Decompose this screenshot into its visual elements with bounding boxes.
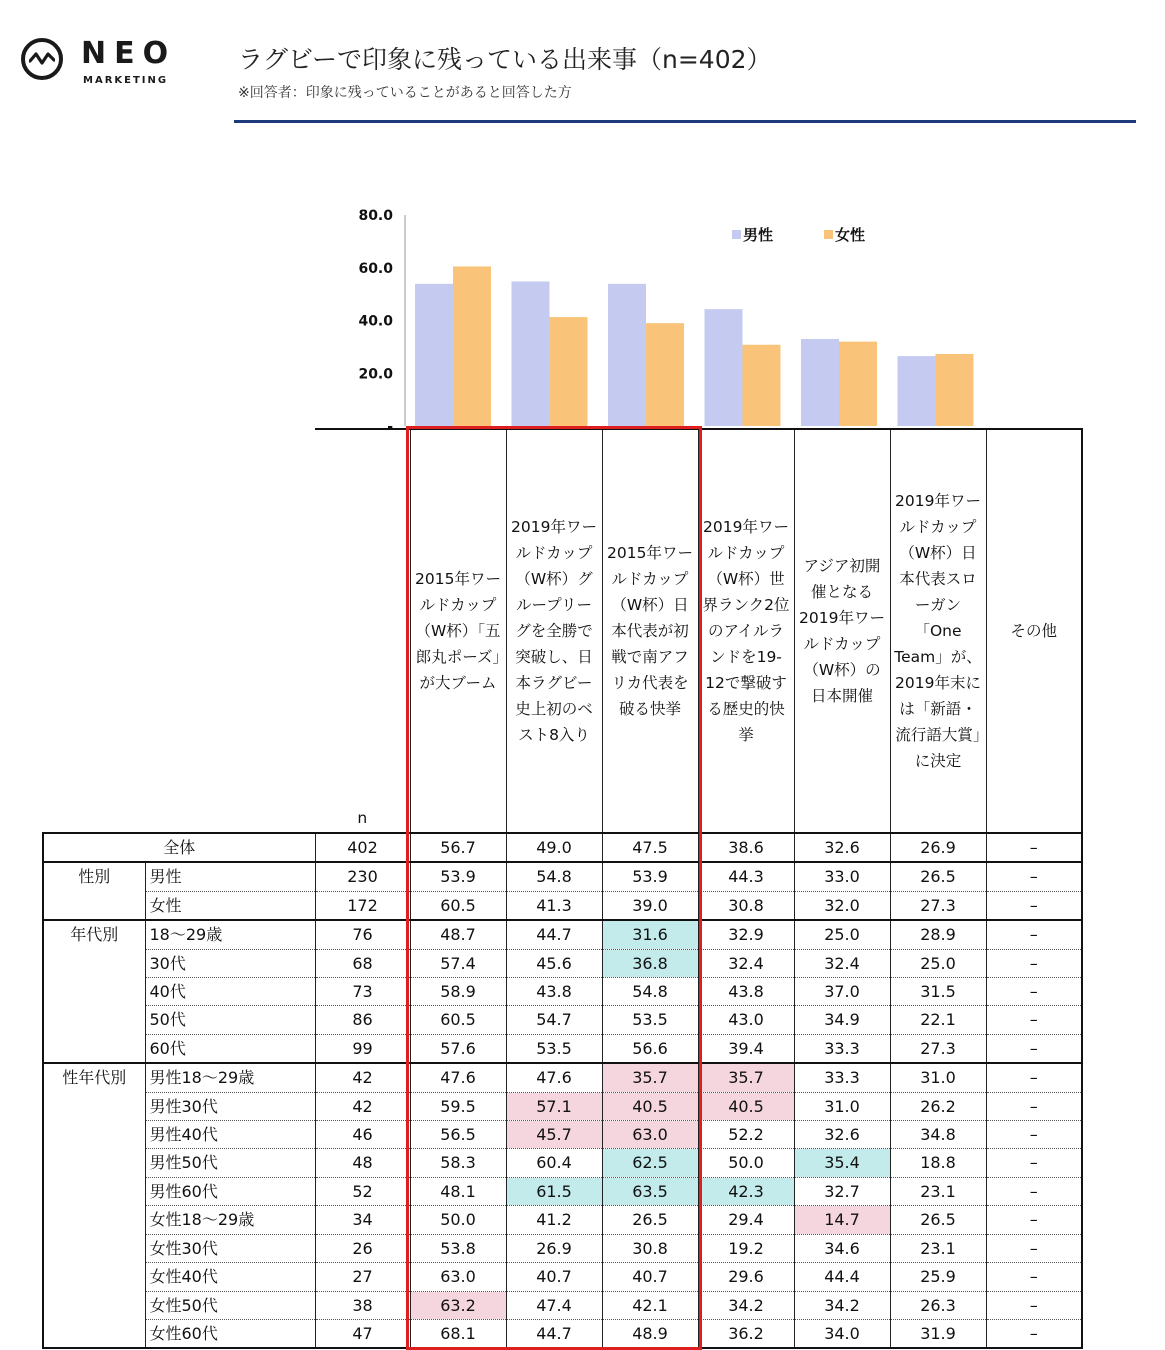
value-cell: 61.5 bbox=[506, 1177, 602, 1205]
neo-marketing-logo bbox=[21, 36, 181, 96]
results-table bbox=[42, 428, 1083, 1349]
value-cell: 45.6 bbox=[506, 949, 602, 977]
value-cell: 31.9 bbox=[890, 1319, 986, 1348]
value-cell: 34.0 bbox=[794, 1319, 890, 1348]
value-cell: – bbox=[986, 891, 1082, 920]
bar-female bbox=[936, 354, 974, 426]
value-cell: 33.3 bbox=[794, 1063, 890, 1092]
value-cell: 63.0 bbox=[602, 1121, 698, 1149]
value-cell: 68.1 bbox=[410, 1319, 506, 1348]
value-cell: 32.6 bbox=[794, 1121, 890, 1149]
table-row bbox=[43, 949, 1082, 977]
n-value: 402 bbox=[315, 833, 410, 862]
value-cell: – bbox=[986, 1063, 1082, 1092]
table-row bbox=[43, 1006, 1082, 1034]
value-cell: 23.1 bbox=[890, 1177, 986, 1205]
value-cell: 44.7 bbox=[506, 1319, 602, 1348]
value-cell: 57.6 bbox=[410, 1034, 506, 1063]
table-row bbox=[43, 891, 1082, 920]
logo-wordmark: NEO bbox=[81, 36, 177, 71]
y-tick-label: 60.0 bbox=[358, 260, 393, 277]
value-cell: – bbox=[986, 1206, 1082, 1234]
value-cell: 36.8 bbox=[602, 949, 698, 977]
value-cell: 26.5 bbox=[890, 862, 986, 891]
value-cell: 26.9 bbox=[506, 1234, 602, 1262]
table-row bbox=[43, 1092, 1082, 1120]
table-row bbox=[43, 920, 1082, 949]
bar-male bbox=[415, 284, 453, 426]
table-row bbox=[43, 1063, 1082, 1092]
value-cell: 31.5 bbox=[890, 978, 986, 1006]
value-cell: – bbox=[986, 1034, 1082, 1063]
value-cell: 63.5 bbox=[602, 1177, 698, 1205]
row-label: 女性50代 bbox=[145, 1291, 315, 1319]
y-tick-label: 20.0 bbox=[358, 366, 393, 383]
table-row bbox=[43, 978, 1082, 1006]
value-cell: 32.9 bbox=[698, 920, 794, 949]
value-cell: 40.5 bbox=[698, 1092, 794, 1120]
row-label: 30代 bbox=[145, 949, 315, 977]
column-header: 2019年ワールドカップ（W杯）日本代表スローガン「One Team」が、2019年末には「新語・流行語大賞」に決定 bbox=[890, 429, 986, 833]
value-cell: 36.2 bbox=[698, 1319, 794, 1348]
value-cell: – bbox=[986, 978, 1082, 1006]
value-cell: 47.6 bbox=[506, 1063, 602, 1092]
row-label: 男性60代 bbox=[145, 1177, 315, 1205]
value-cell: 53.5 bbox=[602, 1006, 698, 1034]
legend-label: 男性 bbox=[743, 226, 774, 244]
row-label: 男性30代 bbox=[145, 1092, 315, 1120]
bar-male bbox=[801, 339, 839, 426]
value-cell: 26.5 bbox=[890, 1206, 986, 1234]
n-value: 27 bbox=[315, 1263, 410, 1291]
value-cell: 63.0 bbox=[410, 1263, 506, 1291]
page-title: ラグビーで印象に残っている出来事（n=402） bbox=[238, 45, 772, 74]
n-value: 230 bbox=[315, 862, 410, 891]
value-cell: – bbox=[986, 1006, 1082, 1034]
table-row bbox=[43, 1291, 1082, 1319]
value-cell: 48.1 bbox=[410, 1177, 506, 1205]
bar-male bbox=[705, 309, 743, 426]
bar-female bbox=[453, 266, 491, 426]
bar-chart bbox=[340, 200, 1085, 432]
value-cell: 22.1 bbox=[890, 1006, 986, 1034]
bar-male bbox=[608, 284, 646, 426]
header-rule bbox=[234, 120, 1136, 123]
value-cell: 43.8 bbox=[506, 978, 602, 1006]
value-cell: 32.7 bbox=[794, 1177, 890, 1205]
value-cell: 52.2 bbox=[698, 1121, 794, 1149]
group-label: 年代別 bbox=[43, 920, 145, 1063]
n-value: 47 bbox=[315, 1319, 410, 1348]
value-cell: – bbox=[986, 1177, 1082, 1205]
n-value: 46 bbox=[315, 1121, 410, 1149]
n-value: 172 bbox=[315, 891, 410, 920]
value-cell: – bbox=[986, 1092, 1082, 1120]
value-cell: – bbox=[986, 1319, 1082, 1348]
group-label: 性年代別 bbox=[43, 1063, 145, 1348]
n-value: 99 bbox=[315, 1034, 410, 1063]
value-cell: 31.0 bbox=[890, 1063, 986, 1092]
value-cell: 26.5 bbox=[602, 1206, 698, 1234]
value-cell: 32.0 bbox=[794, 891, 890, 920]
value-cell: 33.0 bbox=[794, 862, 890, 891]
y-tick-label: 80.0 bbox=[358, 208, 393, 224]
value-cell: 39.0 bbox=[602, 891, 698, 920]
n-value: 86 bbox=[315, 1006, 410, 1034]
n-value: 38 bbox=[315, 1291, 410, 1319]
value-cell: 47.4 bbox=[506, 1291, 602, 1319]
value-cell: 57.4 bbox=[410, 949, 506, 977]
logo-subtext: MARKETING bbox=[83, 75, 169, 86]
value-cell: 41.3 bbox=[506, 891, 602, 920]
value-cell: 58.3 bbox=[410, 1149, 506, 1177]
value-cell: 59.5 bbox=[410, 1092, 506, 1120]
value-cell: 42.1 bbox=[602, 1291, 698, 1319]
value-cell: 47.6 bbox=[410, 1063, 506, 1092]
value-cell: 63.2 bbox=[410, 1291, 506, 1319]
table-row bbox=[43, 862, 1082, 891]
value-cell: 43.0 bbox=[698, 1006, 794, 1034]
value-cell: 34.9 bbox=[794, 1006, 890, 1034]
value-cell: 41.2 bbox=[506, 1206, 602, 1234]
value-cell: 26.9 bbox=[890, 833, 986, 862]
row-label: 40代 bbox=[145, 978, 315, 1006]
table-row bbox=[43, 1121, 1082, 1149]
value-cell: 44.7 bbox=[506, 920, 602, 949]
page-subtitle: ※回答者：印象に残っていることがあると回答した方 bbox=[238, 85, 572, 101]
value-cell: 58.9 bbox=[410, 978, 506, 1006]
value-cell: 31.0 bbox=[794, 1092, 890, 1120]
row-label: 女性30代 bbox=[145, 1234, 315, 1262]
logo-pulse-icon bbox=[21, 38, 63, 80]
header-blank bbox=[43, 429, 315, 833]
value-cell: 26.3 bbox=[890, 1291, 986, 1319]
row-label: 全体 bbox=[43, 833, 315, 862]
column-header: 2015年ワールドカップ（W杯）日本代表が初戦で南アフリカ代表を破る快挙 bbox=[602, 429, 698, 833]
value-cell: 26.2 bbox=[890, 1092, 986, 1120]
value-cell: 33.3 bbox=[794, 1034, 890, 1063]
n-column-header: n bbox=[315, 429, 410, 833]
row-label: 女性 bbox=[145, 891, 315, 920]
n-value: 73 bbox=[315, 978, 410, 1006]
bar-male bbox=[512, 281, 550, 426]
value-cell: 60.4 bbox=[506, 1149, 602, 1177]
column-header: 2015年ワールドカップ（W杯）「五郎丸ポーズ」が大ブーム bbox=[410, 429, 506, 833]
value-cell: 53.9 bbox=[410, 862, 506, 891]
n-value: 48 bbox=[315, 1149, 410, 1177]
n-value: 26 bbox=[315, 1234, 410, 1262]
value-cell: 54.7 bbox=[506, 1006, 602, 1034]
table-row bbox=[43, 1177, 1082, 1205]
n-value: 34 bbox=[315, 1206, 410, 1234]
bar-female bbox=[743, 345, 781, 426]
value-cell: 56.6 bbox=[602, 1034, 698, 1063]
value-cell: 32.4 bbox=[698, 949, 794, 977]
row-label: 女性60代 bbox=[145, 1319, 315, 1348]
value-cell: 30.8 bbox=[602, 1234, 698, 1262]
value-cell: 14.7 bbox=[794, 1206, 890, 1234]
row-label: 18～29歳 bbox=[145, 920, 315, 949]
value-cell: 34.6 bbox=[794, 1234, 890, 1262]
row-label: 男性40代 bbox=[145, 1121, 315, 1149]
value-cell: 44.4 bbox=[794, 1263, 890, 1291]
value-cell: 27.3 bbox=[890, 891, 986, 920]
row-label: 女性40代 bbox=[145, 1263, 315, 1291]
y-tick-label: - bbox=[387, 419, 393, 432]
column-header: その他 bbox=[986, 429, 1082, 833]
value-cell: – bbox=[986, 1149, 1082, 1177]
column-header: 2019年ワールドカップ（W杯）グループリーグを全勝で突破し、日本ラグビー史上初のベスト8入り bbox=[506, 429, 602, 833]
value-cell: 35.7 bbox=[698, 1063, 794, 1092]
row-label: 男性50代 bbox=[145, 1149, 315, 1177]
value-cell: 57.1 bbox=[506, 1092, 602, 1120]
row-label: 男性18～29歳 bbox=[145, 1063, 315, 1092]
value-cell: 34.2 bbox=[794, 1291, 890, 1319]
value-cell: 42.3 bbox=[698, 1177, 794, 1205]
value-cell: 60.5 bbox=[410, 1006, 506, 1034]
row-label: 50代 bbox=[145, 1006, 315, 1034]
value-cell: 54.8 bbox=[602, 978, 698, 1006]
value-cell: 34.8 bbox=[890, 1121, 986, 1149]
value-cell: 54.8 bbox=[506, 862, 602, 891]
header-row bbox=[43, 429, 1082, 833]
value-cell: 49.0 bbox=[506, 833, 602, 862]
value-cell: 27.3 bbox=[890, 1034, 986, 1063]
value-cell: 30.8 bbox=[698, 891, 794, 920]
legend-label: 女性 bbox=[835, 226, 866, 244]
value-cell: 32.4 bbox=[794, 949, 890, 977]
legend-swatch bbox=[732, 230, 741, 239]
value-cell: 31.6 bbox=[602, 920, 698, 949]
value-cell: – bbox=[986, 862, 1082, 891]
value-cell: – bbox=[986, 833, 1082, 862]
value-cell: 25.0 bbox=[794, 920, 890, 949]
value-cell: 32.6 bbox=[794, 833, 890, 862]
bar-female bbox=[646, 323, 684, 426]
value-cell: 48.9 bbox=[602, 1319, 698, 1348]
value-cell: 47.5 bbox=[602, 833, 698, 862]
value-cell: 62.5 bbox=[602, 1149, 698, 1177]
value-cell: 23.1 bbox=[890, 1234, 986, 1262]
y-tick-label: 40.0 bbox=[358, 313, 393, 330]
n-value: 42 bbox=[315, 1063, 410, 1092]
value-cell: 18.8 bbox=[890, 1149, 986, 1177]
value-cell: 25.9 bbox=[890, 1263, 986, 1291]
value-cell: 53.9 bbox=[602, 862, 698, 891]
value-cell: 56.5 bbox=[410, 1121, 506, 1149]
value-cell: 43.8 bbox=[698, 978, 794, 1006]
row-label: 男性 bbox=[145, 862, 315, 891]
value-cell: 29.6 bbox=[698, 1263, 794, 1291]
value-cell: – bbox=[986, 1121, 1082, 1149]
value-cell: 44.3 bbox=[698, 862, 794, 891]
bar-female bbox=[550, 317, 588, 426]
value-cell: 53.8 bbox=[410, 1234, 506, 1262]
table-row-total bbox=[43, 833, 1082, 862]
value-cell: – bbox=[986, 949, 1082, 977]
table-row bbox=[43, 1206, 1082, 1234]
column-header: 2019年ワールドカップ（W杯）世界ランク2位のアイルランドを19-12で撃破する歴史的快挙 bbox=[698, 429, 794, 833]
value-cell: – bbox=[986, 1234, 1082, 1262]
value-cell: 28.9 bbox=[890, 920, 986, 949]
value-cell: – bbox=[986, 920, 1082, 949]
n-value: 76 bbox=[315, 920, 410, 949]
legend-swatch bbox=[824, 230, 833, 239]
value-cell: 39.4 bbox=[698, 1034, 794, 1063]
table-row bbox=[43, 1319, 1082, 1348]
column-header: アジア初開催となる2019年ワールドカップ（W杯）の日本開催 bbox=[794, 429, 890, 833]
bar-female bbox=[839, 342, 877, 426]
value-cell: 35.7 bbox=[602, 1063, 698, 1092]
value-cell: – bbox=[986, 1291, 1082, 1319]
value-cell: 40.7 bbox=[506, 1263, 602, 1291]
value-cell: – bbox=[986, 1263, 1082, 1291]
n-value: 68 bbox=[315, 949, 410, 977]
value-cell: 34.2 bbox=[698, 1291, 794, 1319]
table-row bbox=[43, 1263, 1082, 1291]
value-cell: 48.7 bbox=[410, 920, 506, 949]
value-cell: 53.5 bbox=[506, 1034, 602, 1063]
group-label: 性別 bbox=[43, 862, 145, 920]
value-cell: 19.2 bbox=[698, 1234, 794, 1262]
n-value: 52 bbox=[315, 1177, 410, 1205]
value-cell: 56.7 bbox=[410, 833, 506, 862]
table-row bbox=[43, 1149, 1082, 1177]
value-cell: 60.5 bbox=[410, 891, 506, 920]
table-row bbox=[43, 1234, 1082, 1262]
n-value: 42 bbox=[315, 1092, 410, 1120]
table-row bbox=[43, 1034, 1082, 1063]
value-cell: 35.4 bbox=[794, 1149, 890, 1177]
value-cell: 37.0 bbox=[794, 978, 890, 1006]
bar-male bbox=[898, 356, 936, 426]
value-cell: 25.0 bbox=[890, 949, 986, 977]
value-cell: 29.4 bbox=[698, 1206, 794, 1234]
value-cell: 45.7 bbox=[506, 1121, 602, 1149]
row-label: 60代 bbox=[145, 1034, 315, 1063]
value-cell: 40.5 bbox=[602, 1092, 698, 1120]
value-cell: 38.6 bbox=[698, 833, 794, 862]
value-cell: 40.7 bbox=[602, 1263, 698, 1291]
value-cell: 50.0 bbox=[698, 1149, 794, 1177]
value-cell: 50.0 bbox=[410, 1206, 506, 1234]
row-label: 女性18～29歳 bbox=[145, 1206, 315, 1234]
